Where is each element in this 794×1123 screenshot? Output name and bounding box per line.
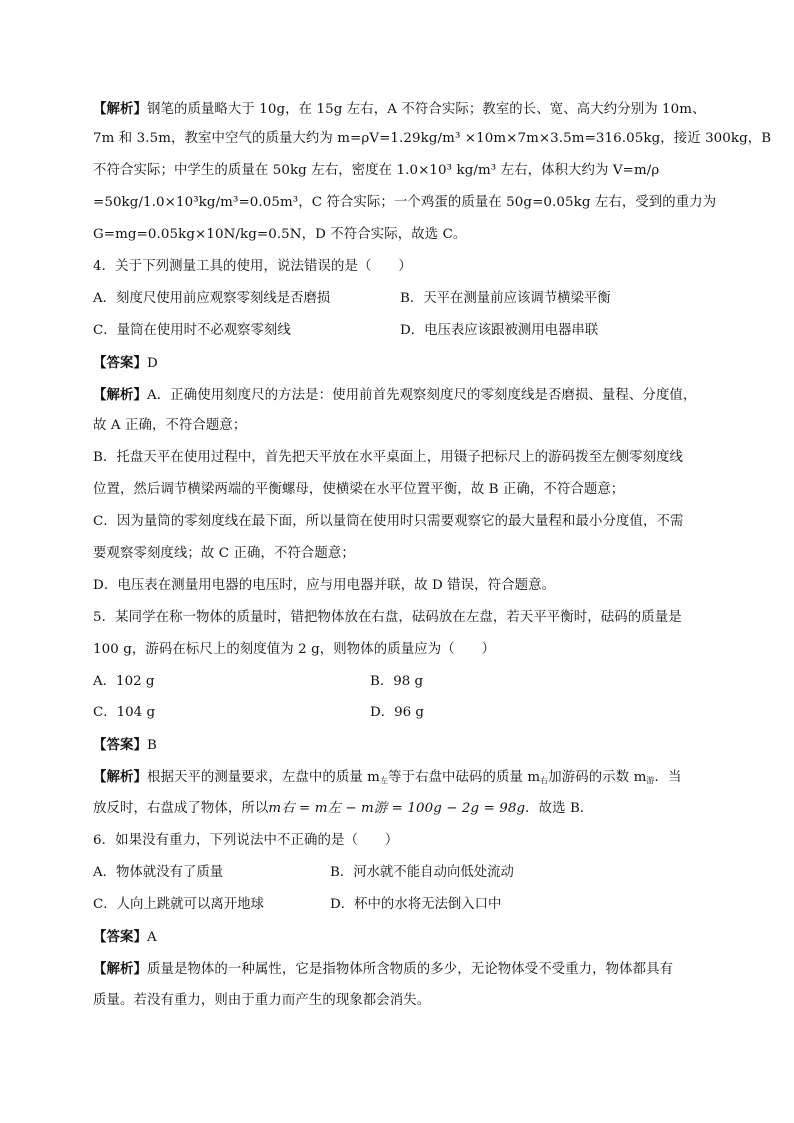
q4-option-c: C．量筒在使用时不必观察零刻线 xyxy=(93,323,291,338)
q6-analysis-line-2: 质量。若没有重力，则由于重力而产生的现象都会消失。 xyxy=(93,993,431,1008)
answer-tag: 【答案】 xyxy=(93,737,147,753)
q4-analysis-line-3: B．托盘天平在使用过程中，首先把天平放在水平桌面上，用镊子把标尺上的游码拨至左侧零刻度线 xyxy=(93,450,684,465)
analysis-tag: 【解析】 xyxy=(93,961,147,977)
q6-option-a: A．物体就没有了质量 xyxy=(93,865,224,880)
analysis-tag: 【解析】 xyxy=(93,387,147,403)
q5-stem-line-2: 100 g，游码在标尺上的刻度值为 2 g，则物体的质量应为（ ） xyxy=(93,642,496,657)
q5-analysis-line-2: 放反时，右盘成了物体，所以m右 = m左 − m游 = 100g − 2g = 98g．故选 B． xyxy=(93,801,594,816)
q4-analysis-line-5: C．因为量筒的零刻度线在最下面，所以量筒在使用时只需要观察它的最大量程和最小分度值，不需 xyxy=(93,514,684,529)
answer-tag: 【答案】 xyxy=(93,929,147,945)
q4-analysis-line-2: 故 A 正确，不符合题意； xyxy=(93,418,247,433)
q3-analysis-line-4: =50kg/1.0×10³kg/m³=0.05m³，C 符合实际；一个鸡蛋的质量在 50g=0.05kg 左右，受到的重力为 xyxy=(93,195,717,210)
q4-analysis-line-6: 要观察零刻度线；故 C 正确，不符合题意； xyxy=(93,546,355,561)
q5-answer xyxy=(93,736,157,755)
analysis-tag: 【解析】 xyxy=(93,101,147,117)
q6-option-d: D．杯中的水将无法倒入口中 xyxy=(330,897,502,912)
q4-analysis-line-4: 位置，然后调节横梁两端的平衡螺母，使横梁在水平位置平衡，故 B 正确，不符合题意； xyxy=(93,482,625,497)
analysis-tag: 【解析】 xyxy=(93,769,147,785)
q5-option-b: B．98 g xyxy=(370,674,424,689)
q5-analysis-line-1: 【解析】根据天平的测量要求，左盘中的质量 $m_左$等于右盘中砝码的质量 $m_右$加游码的示数 $m_游$．当 xyxy=(93,769,682,785)
q5-option-d: D．96 g xyxy=(370,705,424,720)
q4-answer xyxy=(93,354,158,373)
q3-analysis-line-1: 【解析】钢笔的质量略大于 10g，在 15g 左右，A 不符合实际；教室的长、宽、高大约分别为 10m、 xyxy=(93,101,706,117)
q5-option-c: C．104 g xyxy=(93,705,156,720)
q4-option-d: D．电压表应该跟被测用电器串联 xyxy=(400,323,599,338)
q6-option-b: B．河水就不能自动向低处流动 xyxy=(330,865,514,880)
q4-option-a: A．刻度尺使用前应观察零刻线是否磨损 xyxy=(93,291,331,306)
q4-stem: 4．关于下列测量工具的使用，说法错误的是（ ） xyxy=(93,259,412,274)
q5-stem-line-1: 5．某同学在称一物体的质量时，错把物体放在右盘，砝码放在左盘，若天平平衡时，砝码的质量是 xyxy=(93,610,682,625)
q4-analysis-line-1: 【解析】A．正确使用刻度尺的方法是：使用前首先观察刻度尺的零刻度线是否磨损、量程、分度值， xyxy=(93,387,697,403)
q6-option-c: C．人向上跳就可以离开地球 xyxy=(93,897,264,912)
mass-formula: m右 = m左 − m游 = 100g − 2g = 98g xyxy=(268,801,526,816)
q5-option-a: A．102 g xyxy=(93,674,155,689)
q4-analysis-line-7: D．电压表在测量用电器的电压时，应与用电器并联，故 D 错误，符合题意。 xyxy=(93,578,556,593)
q3-analysis-line-2: 7m 和 3.5m，教室中空气的质量大约为 m=ρV=1.29kg/m³ ×10m×7m×3.5m=316.05kg，接近 300kg，B xyxy=(93,131,772,146)
q3-analysis-line-3: 不符合实际；中学生的质量在 50kg 左右，密度在 1.0×10³ kg/m³ 左右，体积大约为 V=m/ρ xyxy=(93,163,660,178)
q4-option-b: B．天平在测量前应该调节横梁平衡 xyxy=(400,291,611,306)
q3-analysis-line-5: G=mg=0.05kg×10N/kg=0.5N，D 不符合实际，故选 C。 xyxy=(93,227,467,242)
answer-value: A xyxy=(146,930,157,945)
answer-value: D xyxy=(146,356,158,371)
q6-analysis-line-1: 【解析】质量是物体的一种属性，它是指物体所含物质的多少，无论物体受不受重力，物体都具有 xyxy=(93,961,674,977)
answer-tag: 【答案】 xyxy=(93,355,147,371)
q6-answer xyxy=(93,928,157,947)
q6-stem: 6．如果没有重力，下列说法中不正确的是（ ） xyxy=(93,833,399,848)
answer-value: B xyxy=(146,738,157,753)
